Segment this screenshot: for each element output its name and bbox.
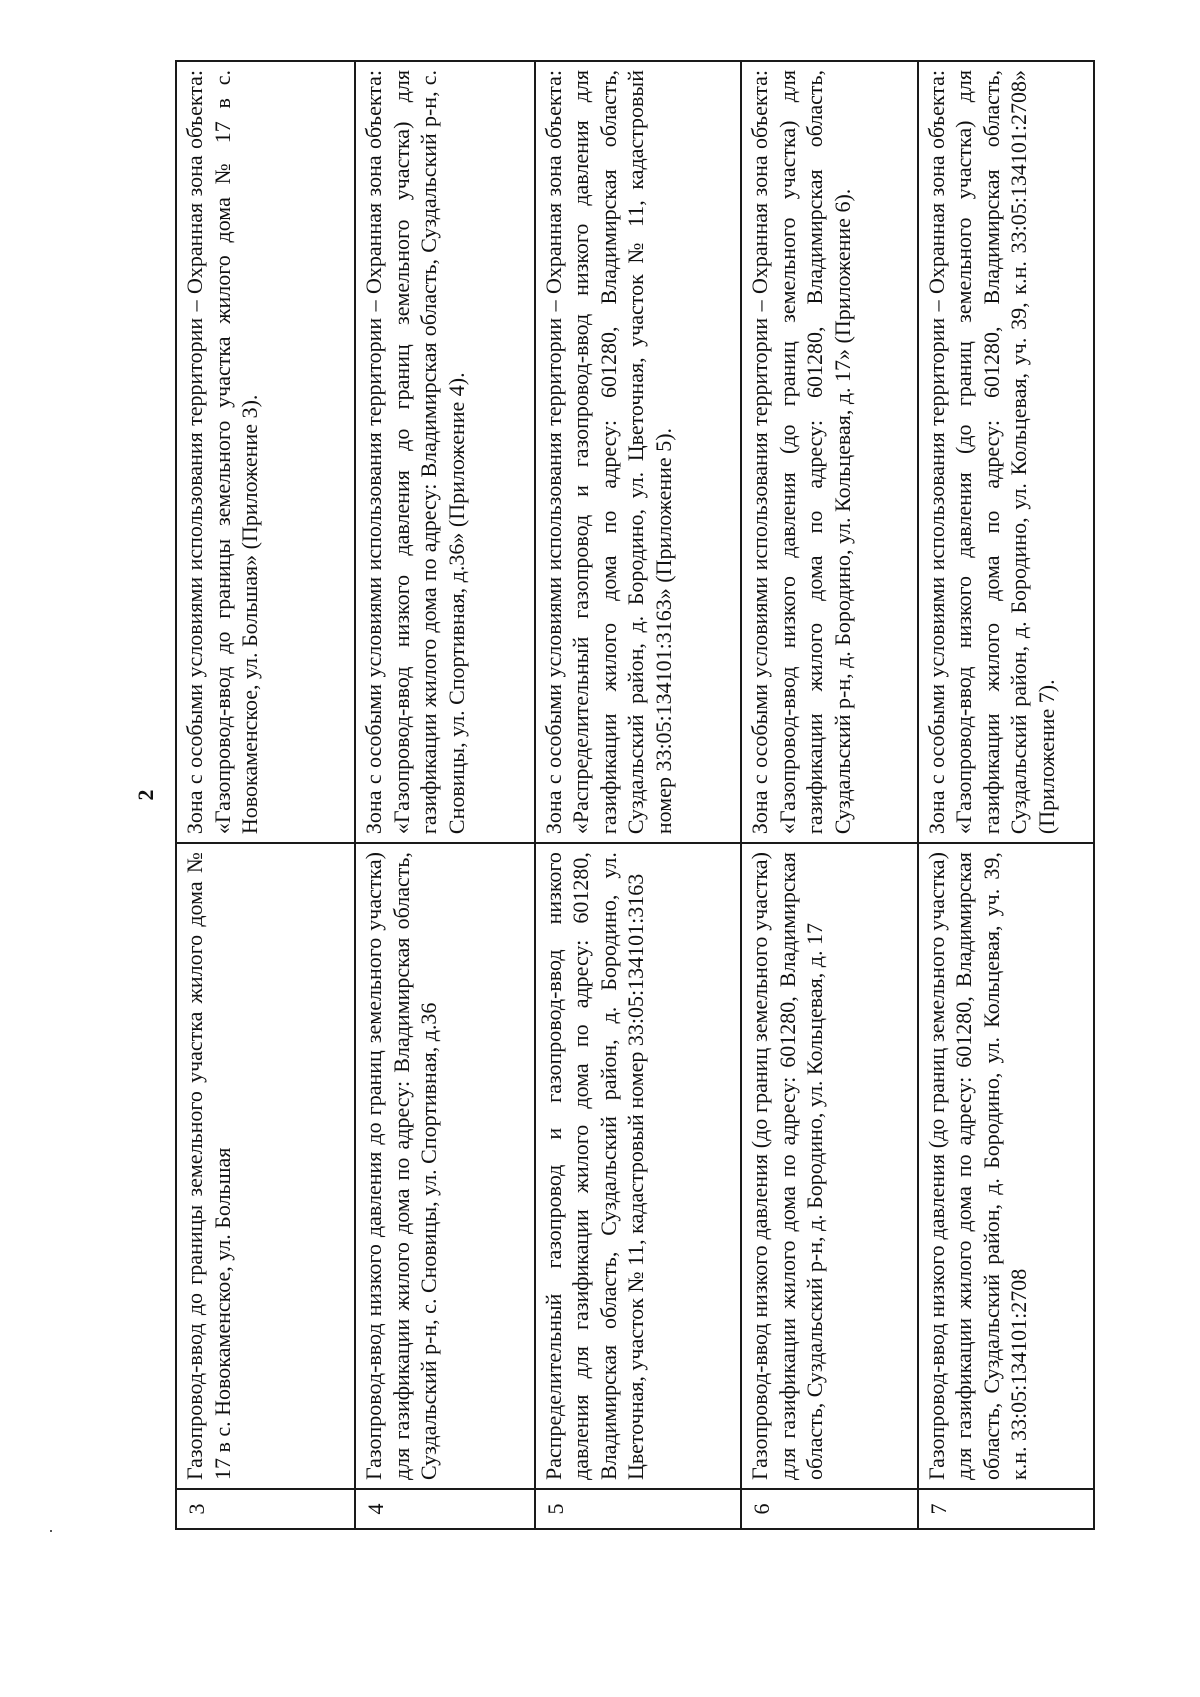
zones-table <box>175 60 1095 1530</box>
zone-description: Зона с особыми условиями использования территории – Охранная зона объекта: «Газопровод-ввод до границы земельного участка жилого дома № 17 в с. Новокаменское, ул. Большая» (Приложение 3). <box>176 61 355 843</box>
row-number: 5 <box>535 1489 742 1529</box>
table-row <box>355 61 534 1529</box>
zone-description: Зона с особыми условиями использования территории – Охранная зона объекта: «Газопровод-ввод низкого давления до границ земельного участка) для газификации жилого дома по адресу: Владимирская область, Суздальский р-н, с. Сновицы, ул. Спортивная, д.36» (Приложение 4). <box>355 61 534 843</box>
object-description: Газопровод-ввод низкого давления (до границ земельного участка) для газификации жилого дома по адресу: 601280, Владимирская область, Суздальский район, д. Бородино, ул. Кольцевая, уч. 39, к.н. 33:05:134101:2708 <box>918 843 1094 1489</box>
object-description: Газопровод-ввод до границы земельного участка жилого дома № 17 в с. Новокаменское, ул. Большая <box>176 843 355 1489</box>
table-row <box>741 61 917 1529</box>
row-number: 7 <box>918 1489 1094 1529</box>
table-row <box>535 61 742 1529</box>
scan-speck <box>50 1530 52 1532</box>
page-number: 2 <box>133 789 158 801</box>
row-number: 4 <box>355 1489 534 1529</box>
object-description: Газопровод-ввод низкого давления (до границ земельного участка) для газификации жилого дома по адресу: 601280, Владимирская область, Суздальский р-н, д. Бородино, ул. Кольцевая, д. 17 <box>741 843 917 1489</box>
table-row <box>176 61 355 1529</box>
zone-description: Зона с особыми условиями использования территории – Охранная зона объекта: «Газопровод-ввод низкого давления (до границ земельного участка) для газификации жилого дома по адресу: 601280, Владимирская область, Суздальский район, д. Бородино, ул. Кольцевая, уч. 39, к.н. 33:05:134101:2708» (Приложение 7). <box>918 61 1094 843</box>
zone-description: Зона с особыми условиями использования территории – Охранная зона объекта: «Распределительный газопровод и газопровод-ввод низкого давления для газификации жилого дома по адресу: 601280, Владимирская область, Суздальский район, д. Бородино, ул. Цветочная, участок № 11, кадастровый номер 33:05:134101:3163» (Приложение 5). <box>535 61 742 843</box>
row-number: 3 <box>176 1489 355 1529</box>
object-description: Распределительный газопровод и газопровод-ввод низкого давления для газификации жилого дома по адресу: 601280, Владимирская область, Суздальский район, д. Бородино, ул. Цветочная, участок № 11, кадастровый номер 33:05:134101:3163 <box>535 843 742 1489</box>
row-number: 6 <box>741 1489 917 1529</box>
table-row <box>918 61 1094 1529</box>
zone-description: Зона с особыми условиями использования территории – Охранная зона объекта: «Газопровод-ввод низкого давления (до границ земельного участка) для газификации жилого дома по адресу: 601280, Владимирская область, Суздальский р-н, д. Бородино, ул. Кольцевая, д. 17» (Приложение 6). <box>741 61 917 843</box>
object-description: Газопровод-ввод низкого давления до границ земельного участка) для газификации жилого дома по адресу: Владимирская область, Суздальский р-н, с. Сновицы, ул. Спортивная, д.36 <box>355 843 534 1489</box>
rotated-page <box>125 60 1085 1530</box>
